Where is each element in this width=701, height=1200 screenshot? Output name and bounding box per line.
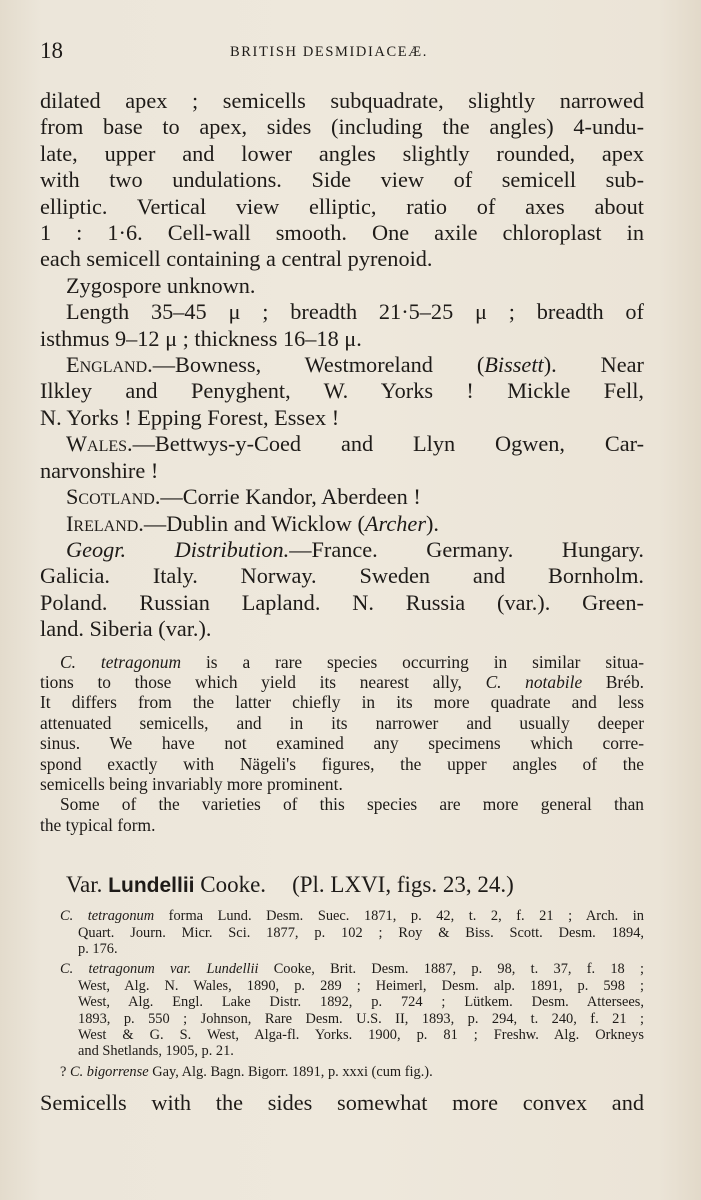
text-line: N. Yorks ! Epping Forest, Essex ! <box>40 404 340 430</box>
reference-line: West & G. S. West, Alga-fl. Yorks. 1900, p. 81 ; Freshw. Alg. Orkneys <box>78 1027 644 1044</box>
note-text: is a rare species occurring in similar situa- <box>181 651 644 672</box>
reference-line: 1893, p. 550 ; Johnson, Rare Desm. U.S. II, 1893, p. 294, t. 240, f. 21 ; <box>78 1010 644 1027</box>
text-line <box>40 672 644 692</box>
locality-text: ). Near <box>543 352 644 378</box>
text-line <box>40 652 644 672</box>
text-line: Some of the varieties of this species are more general than <box>60 794 644 815</box>
plate-reference: (Pl. LXVI, figs. 23, 24.) <box>292 872 514 898</box>
locality-ireland <box>40 511 644 537</box>
species-name: C. notabile <box>485 671 583 692</box>
text-line: It differs from the latter chiefly in its more quadrate and less <box>40 692 644 713</box>
text-line: each semicell containing a central pyrenoid. <box>40 246 433 272</box>
variety-name: Lundellii <box>108 874 195 898</box>
locality-text: ). <box>426 510 439 536</box>
text-line <box>40 537 644 563</box>
variety-author: Cooke. <box>200 872 267 898</box>
text-line: late, upper and lower angles slightly rounded, apex <box>40 140 644 166</box>
text-line: spond exactly with Nägeli's figures, the upper angles of the <box>40 753 644 774</box>
reference-text: Cooke, Brit. Desm. 1887, p. 98, t. 37, f. 18 ; <box>258 961 644 978</box>
measurements <box>40 299 644 352</box>
locality-text: —Dublin and Wicklow ( <box>143 510 365 536</box>
collector-name: Bissett <box>484 352 544 378</box>
note-text: Bréb. <box>582 671 644 692</box>
species-name: C. bigorrense <box>70 1063 149 1080</box>
text-line <box>40 352 644 378</box>
text-line: sinus. We have not examined any specimens which corre- <box>40 733 644 754</box>
species-name: C. tetragonum <box>60 651 182 672</box>
text-line: dilated apex ; semicells subquadrate, slightly narrowed <box>40 88 644 113</box>
reference-line: West, Alg. Engl. Lake Distr. 1892, p. 724 ; Lütkem. Desm. Attersees, <box>78 994 644 1011</box>
page-body <box>40 88 644 1117</box>
text-line: the typical form. <box>40 814 156 835</box>
zygospore-note: Zygospore unknown. <box>66 272 256 298</box>
species-name: C. tetragonum var. Lundellii <box>60 961 259 978</box>
text-line: narvonshire ! <box>40 457 159 483</box>
reference-text: forma Lund. Desm. Suec. 1871, p. 42, t. 2, f. 21 ; Arch. in <box>154 908 644 925</box>
reference-line <box>40 908 644 924</box>
running-title: BRITISH DESMIDIACEÆ. <box>230 44 428 60</box>
geographic-distribution <box>40 537 644 643</box>
reference-line <box>40 1064 644 1080</box>
page-header <box>40 38 644 66</box>
text-line: isthmus 9–12 μ ; thickness 16–18 μ. <box>40 325 362 351</box>
text-line <box>40 511 644 537</box>
reference-line: p. 176. <box>78 941 118 957</box>
page-number: 18 <box>40 38 63 63</box>
text-line: elliptic. Vertical view elliptic, ratio of axes about <box>40 193 644 219</box>
reference-line: and Shetlands, 1905, p. 21. <box>78 1043 234 1060</box>
locality-text: —Corrie Kandor, Aberdeen ! <box>160 484 421 510</box>
reference-text: ? <box>60 1063 70 1080</box>
locality-scotland <box>40 484 644 510</box>
locality-text: —Bettwys-y-Coed and Llyn Ogwen, Car- <box>132 431 644 457</box>
text-line: Length 35–45 μ ; breadth 21·5–25 μ ; breadth of <box>66 299 644 325</box>
region-label: England. <box>66 352 153 378</box>
text-line: Ilkley and Penyghent, W. Yorks ! Mickle Fell, <box>40 378 644 404</box>
text-line: land. Siberia (var.). <box>40 616 212 642</box>
region-label: Scotland. <box>66 484 161 510</box>
locality-wales <box>40 431 644 484</box>
text-line <box>40 431 644 457</box>
reference-text: Gay, Alg. Bagn. Bigorr. 1891, p. xxxi (cum fig.). <box>148 1063 433 1080</box>
text-line: from base to apex, sides (including the angles) 4-undu- <box>40 114 644 140</box>
text-line <box>40 484 644 510</box>
region-label: Ireland. <box>66 510 144 536</box>
text-line: semicells being invariably more prominent. <box>40 773 343 794</box>
species-note <box>40 652 644 836</box>
locality-text: —Bowness, Westmoreland ( <box>152 352 485 378</box>
synonymy-references <box>40 908 644 1080</box>
distribution-label: Geogr. Distribution. <box>66 536 290 562</box>
distribution-text: —France. Germany. Hungary. <box>289 536 645 562</box>
text-line: Semicells with the sides somewhat more convex and <box>40 1090 644 1116</box>
reference-line: Quart. Journ. Micr. Sci. 1877, p. 102 ; Roy & Biss. Scott. Desm. 1894, <box>78 924 644 941</box>
variety-heading <box>40 871 644 900</box>
text-line: with two undulations. Side view of semicell sub- <box>40 167 644 193</box>
reference-line: West, Alg. N. Wales, 1890, p. 289 ; Heimerl, Desm. alp. 1891, p. 598 ; <box>78 977 644 994</box>
species-description <box>40 88 644 273</box>
text-line: Poland. Russian Lapland. N. Russia (var.). Green- <box>40 589 644 615</box>
region-label: Wales. <box>66 431 133 457</box>
collector-name: Archer <box>364 510 426 536</box>
note-text: tions to those which yield its nearest ally, <box>40 671 486 692</box>
text-line: 1 : 1·6. Cell-wall smooth. One axile chloroplast in <box>40 220 644 246</box>
reference-line <box>40 961 644 977</box>
locality-england <box>40 352 644 431</box>
variety-prefix: Var. <box>66 872 103 898</box>
species-name: C. tetragonum <box>60 908 155 925</box>
text-line: Galicia. Italy. Norway. Sweden and Bornholm. <box>40 563 644 589</box>
text-line: attenuated semicells, and in its narrower and usually deeper <box>40 712 644 733</box>
